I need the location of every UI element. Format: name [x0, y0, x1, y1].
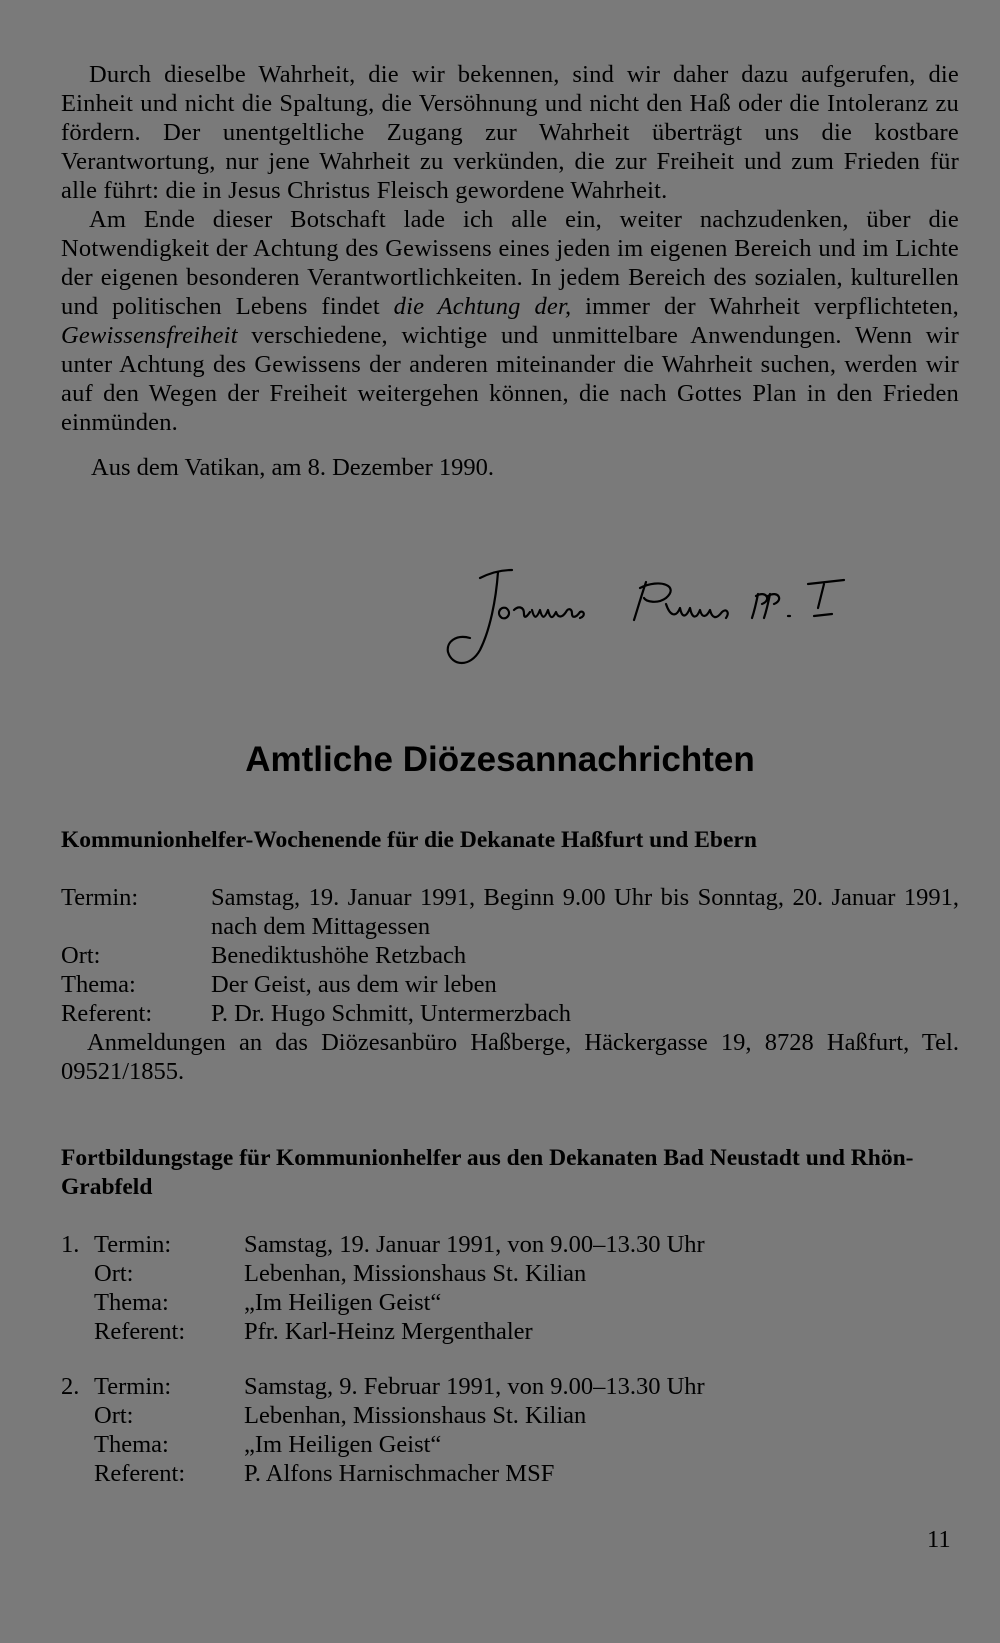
detail-row: [61, 999, 959, 1028]
announcement-2-heading: Fortbildungstage für Kommunionhelfer aus den Dekanaten Bad Neustadt und Rhön-Grabfeld: [61, 1145, 914, 1200]
paragraph-1: Durch dieselbe Wahrheit, die wir bekennen, sind wir daher dazu aufgerufen, die Einheit und nicht die Spaltung, die Versöhnung und nicht den Haß oder die Intoleranz zu fördern. Der unentgeltliche Zugang zur Wahrheit überträgt uns die kostbare Verantwortung, nur jene Wahrheit zu verkünden, die zur Freiheit und zum Frieden für alle führt: die in Jesus Christus Fleisch gewordene Wahrheit.: [61, 61, 959, 204]
session-key: Thema:: [94, 1431, 169, 1458]
session-key: Ort:: [94, 1260, 134, 1287]
session-row: [61, 1459, 959, 1488]
detail-key: Referent:: [61, 1000, 153, 1027]
dateline: Aus dem Vatikan, am 8. Dezember 1990.: [91, 454, 495, 481]
detail-value: Benediktushöhe Retzbach: [211, 942, 467, 969]
session-number: 2.: [61, 1373, 80, 1400]
session-row: [61, 1230, 959, 1259]
detail-row: [61, 883, 959, 941]
session-key: Termin:: [94, 1231, 172, 1258]
session-2: [61, 1372, 959, 1488]
session-key: Ort:: [94, 1402, 134, 1429]
session-value: Samstag, 9. Februar 1991, von 9.00–13.30 Uhr: [244, 1373, 705, 1400]
session-row: [61, 1372, 959, 1401]
session-key: Referent:: [94, 1460, 186, 1487]
detail-value: Der Geist, aus dem wir leben: [211, 971, 497, 998]
session-key: Thema:: [94, 1289, 169, 1316]
paragraph-2-part-a: Am Ende dieser Botschaft lade ich alle ein, weiter nachzudenken, über die Notwendigkeit der Achtung des Gewissens eines jeden im eigenen Bereich und im Lichte der eigenen besonderen Verantwortlichkeiten. In jedem Bereich des sozialen, kulturellen und politischen Lebens findet: [61, 206, 959, 320]
session-value: Pfr. Karl-Heinz Mergenthaler: [244, 1318, 533, 1345]
session-row: [61, 1259, 959, 1288]
session-row: [61, 1430, 959, 1459]
detail-row: [61, 970, 959, 999]
detail-key: Ort:: [61, 942, 101, 969]
session-value: Lebenhan, Missionshaus St. Kilian: [244, 1402, 587, 1429]
detail-key: Thema:: [61, 971, 136, 998]
paragraph-2-part-b: immer der Wahrheit verpflichteten,: [585, 293, 959, 320]
signature: [440, 560, 920, 670]
paragraph-2-part-c: verschiedene, wichtige und unmittelbare Anwendungen. Wenn wir unter Achtung des Gewissens der anderen miteinander die Wahrheit suchen, werden wir auf den Wegen der Freiheit weitergehen können, die nach Gottes Plan in den Frieden einmünden.: [61, 322, 959, 436]
detail-value: Samstag, 19. Januar 1991, Beginn 9.00 Uhr bis Sonntag, 20. Januar 1991, nach dem Mittagessen: [211, 884, 959, 940]
detail-key: Termin:: [61, 884, 139, 911]
paragraph-2-emphasis-2: Gewissensfreiheit: [61, 322, 238, 349]
session-value: Samstag, 19. Januar 1991, von 9.00–13.30 Uhr: [244, 1231, 705, 1258]
session-key: Referent:: [94, 1318, 186, 1345]
detail-value: P. Dr. Hugo Schmitt, Untermerzbach: [211, 1000, 571, 1027]
announcement-1-heading: Kommunionhelfer-Wochenende für die Dekanate Haßfurt und Ebern: [61, 827, 757, 853]
session-1: [61, 1230, 959, 1346]
session-value: P. Alfons Harnischmacher MSF: [244, 1460, 555, 1487]
announcement-bad-neustadt-rhoen-grabfeld: [61, 1144, 959, 1488]
session-value: Lebenhan, Missionshaus St. Kilian: [244, 1260, 587, 1287]
announcement-1-details: [61, 883, 959, 1028]
session-key: Termin:: [94, 1373, 172, 1400]
paragraph-2: [61, 205, 959, 437]
detail-row: [61, 941, 959, 970]
section-title: Amtliche Diözesannachrichten: [245, 740, 755, 779]
session-number: 1.: [61, 1231, 80, 1258]
announcement-hassfurt-ebern: [61, 826, 959, 1086]
page-number: 11: [927, 1526, 951, 1553]
session-row: [61, 1401, 959, 1430]
paragraph-2-emphasis-1: die Achtung der,: [393, 293, 572, 320]
session-row: [61, 1288, 959, 1317]
message-body: [61, 60, 959, 482]
registration-note: Anmeldungen an das Diözesanbüro Haßberge, Häckergasse 19, 8728 Haßfurt, Tel. 09521/1855.: [61, 1029, 959, 1085]
session-value: „Im Heiligen Geist“: [244, 1289, 442, 1316]
session-value: „Im Heiligen Geist“: [244, 1431, 442, 1458]
session-row: [61, 1317, 959, 1346]
